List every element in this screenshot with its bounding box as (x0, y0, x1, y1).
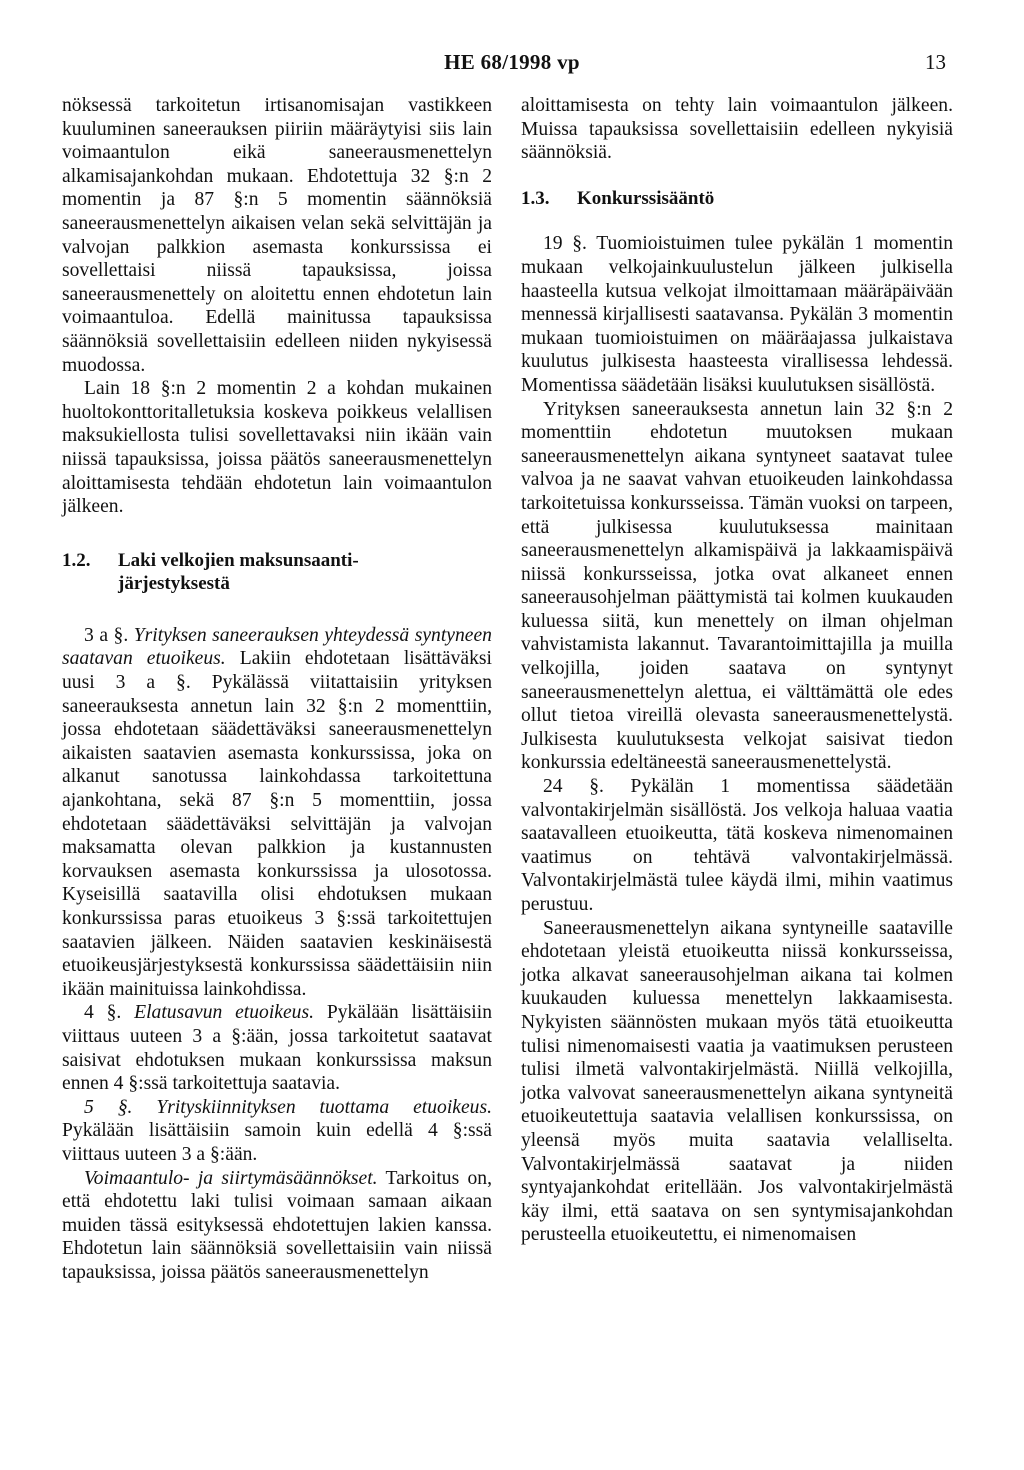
paragraph: nöksessä tarkoitetun irtisanomisajan vastikkeen kuuluminen saneerauksen piiriin määräytyisi siis lain voimaantulon eikä saneerausmenettelyn alkamisajankohdan mukaan. Ehdotettuja 32 §:n 2 momentin ja 87 §:n 5 momentin säännöksiä saneerausmenettelyn aikaisen velan sekä selvittäjän ja valvojan palkkion asemasta konkurssissa ei sovellettaisi niissä tapauksissa, joissa saneerausmenettely on aloitettu ennen ehdotetun lain voimaantuloa. Edellä mainitussa tapauksissa säännöksiä sovellettaisiin edelleen niiden nykyisessä muodossa. (62, 95, 492, 376)
left-column (62, 94, 492, 1285)
section-title: Laki velkojien maksunsaanti- järjestyksestä (118, 549, 359, 595)
paragraph: aloittamisesta on tehty lain voimaantulon jälkeen. Muissa tapauksissa sovellettaisiin edelleen nykyisiä säännöksiä. (521, 95, 953, 164)
section-heading (62, 549, 492, 596)
right-column (521, 94, 953, 1247)
section-title: Konkurssisääntö (577, 187, 715, 209)
paragraph: Lain 18 §:n 2 momentin 2 a kohdan mukainen huoltokonttoritalletuksia koskeva poikkeus velallisen maksukiellosta tulisi sovellettavaksi niin ikään vain niissä tapauksissa, joissa päätös saneerausmenettelyn aloittamisesta tehdään ehdotetun lain voimaantulon jälkeen. (62, 378, 492, 518)
paragraph: Yrityksen saneerauksesta annetun lain 32 §:n 2 momenttiin ehdotetun muutoksen mukaan saneerausmenettelyn aikana syntyneet saatavat tulee valvoa ja ne saavat vahvan etuoikeuden lainkohdassa tarkoitetuissa konkursseissa. Tämän vuoksi on tarpeen, että julkisessa kuulutuksessa mainitaan saneerausmenettelyn alkamispäivä ja lakkaamispäivä niissä konkursseissa, jotka ovat alkaneet ennen saneerausohjelman päättymistä tai kolmen kuukauden kuluessa siitä, kun menettely on ilman ohjelman vahvistamista lakannut. Tavarantoimittajilla ja muilla velkojilla, joiden saatava on syntynyt saneerausmenettelyn alettua, ei välttämättä ole edes ollut tietoa vireillä olevasta saneerausmenettelystä. Julkisesta kuulutuksesta velkojat saisivat tiedon konkurssia edeltäneestä saneerausmenettelystä. (521, 398, 953, 774)
paragraph: 4 §. Elatusavun etuoikeus. Pykälään lisättäisiin viittaus uuteen 3 a §:ään, jossa tarkoitetut saatavat saisivat ehdotuksen mukaan konkurssissa maksun ennen 4 §:ssä tarkoitettuja saatavia. (62, 1002, 492, 1095)
paragraph: Voimaantulo- ja siirtymäsäännökset. Tarkoitus on, että ehdotettu laki tulisi voimaan samaan aikaan muiden tässä esityksessä ehdotettujen lakien kanssa. Ehdotetun lain säännöksiä sovellettaisiin vain niissä tapauksissa, joissa päätös saneerausmenettelyn (62, 1167, 492, 1283)
page-number: 13 (925, 50, 946, 74)
paragraph: 3 a §. Yrityksen saneerauksen yhteydessä syntyneen saatavan etuoikeus. Lakiin ehdotetaan lisättäväksi uusi 3 a §. Pykälässä viitattaisiin yrityksen saneerauksesta annetun lain 32 §:n 2 momenttiin, jossa ehdotetaan säädettäväksi saneerausmenettelyn aikaisten saatavien asemasta konkurssissa, joka on alkanut sanotussa lainkohdassa tarkoitettuna ajankohtana, sekä 87 §:n 5 momenttiin, jossa ehdotetaan säädettäväksi selvittäjän ja valvojan maksamatta olevan palkkion ja kustannusten korvauksen asemasta konkurssissa ja ulosotossa. Kyseisillä saatavilla olisi ehdotuksen mukaan konkurssissa paras etuoikeus 3 §:ssä tarkoitettujen saatavien jälkeen. Näiden saatavien keskinäisestä etuoikeusjärjestyksestä konkurssissa säädettäisiin niin ikään mainituissa lainkohdissa. (62, 624, 492, 1000)
paragraph: 5 §. Yrityskiinnityksen tuottama etuoikeus. Pykälään lisättäisiin samoin kuin edellä 4 §:ssä viittaus uuteen 3 a §:ään. (62, 1096, 492, 1165)
section-number: 1.3. (521, 187, 550, 209)
section-number: 1.2. (62, 549, 91, 571)
running-header: HE 68/1998 vp (444, 50, 580, 74)
paragraph: 24 §. Pykälän 1 momentissa säädetään valvontakirjelmän sisällöstä. Jos velkoja haluaa vaatia saatavalleen etuoikeutta, tätä koskeva nimenomainen vaatimus on tehtävä valvontakirjelmässä. Valvontakirjelmästä tulee käydä ilmi, mihin vaatimus perustuu. (521, 776, 953, 915)
paragraph: Saneerausmenettelyn aikana syntyneille saataville ehdotetaan yleistä etuoikeutta niissä konkursseissa, jotka alkavat saneerausohjelman aikana tai kolmen kuukauden kuluessa menettelyn lakkaamisesta. Nykyisten säännösten mukaan myös tätä etuoikeutta tulisi nimenomaisesti vaatia ja vaatimuksen perusteen tulisi ilmetä valvontakirjelmästä. Niillä velkojilla, jotka valvovat saneerausmenettelyn aikana syntyneitä etuoikeutettuja saatavia velallisen konkurssissa, on yleensä myös muita saatavia velalliselta. Valvontakirjelmässä saatavat ja niiden syntyajankohdat eritellään. Jos valvontakirjelmästä käy ilmi, että saatava on sen syntymisajankohdan perusteella etuoikeutettu, ei nimenomaisen (521, 917, 953, 1246)
section-heading (521, 187, 953, 211)
paragraph: 19 §. Tuomioistuimen tulee pykälän 1 momentin mukaan velkojainkuulustelun jälkeen julkisella haasteella kutsua velkojat ilmoittamaan määräpäivään mennessä kirjallisesti saatavansa. Pykälän 3 momentin mukaan tuomioistuimen on määräajassa julkaistava kuulutus julkisesta haasteesta virallisessa lehdessä. Momentissa säädetään lisäksi kuulutuksen sisällöstä. (521, 233, 953, 396)
